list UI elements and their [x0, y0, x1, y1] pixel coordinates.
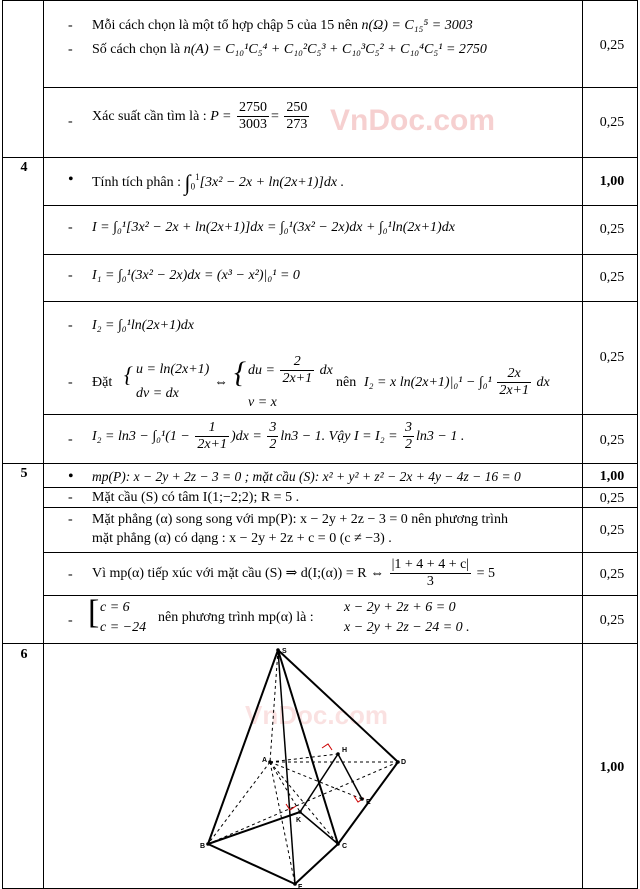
- dash: -: [68, 42, 73, 57]
- vertex-C: C: [342, 843, 348, 850]
- equiv-arrow: ⇔: [214, 375, 228, 390]
- question-number: 4: [20, 160, 28, 175]
- then-word: nên: [336, 375, 357, 390]
- dash: -: [68, 268, 73, 283]
- vertex-B: B: [200, 843, 206, 850]
- dash: -: [68, 613, 73, 628]
- plane-eq-2: x − 2y + 2z − 24 = 0 .: [344, 620, 470, 635]
- score: 1,00: [599, 760, 625, 775]
- score: 0,25: [599, 270, 625, 285]
- dash: -: [68, 18, 73, 33]
- q5-line4-mid: nên phương trình mp(α) là :: [158, 610, 314, 625]
- sys2b: v = x: [248, 395, 277, 410]
- sys1b: dv = dx: [136, 386, 179, 401]
- vertex-H: H: [342, 747, 348, 754]
- q4-substitution-label: Đặt: [92, 375, 113, 390]
- bullet: •: [68, 468, 74, 485]
- plane-eq-1: x − 2y + 2z + 6 = 0: [344, 600, 456, 615]
- vertex-E: E: [366, 799, 371, 806]
- score: 0,25: [599, 38, 625, 53]
- q5-line1: Mặt cầu (S) có tâm I(1;−2;2); R = 5 .: [92, 490, 300, 505]
- score: 0,25: [599, 433, 625, 448]
- score: 0,25: [599, 222, 625, 237]
- vertex-F: F: [298, 884, 303, 889]
- pyramid-figure: [190, 644, 420, 889]
- i2-result: I₂ = x ln(2x+1)|₀¹ − ∫₀¹ $\frac{2x}{2x+1}$ dx: [364, 366, 550, 399]
- score: 0,25: [599, 350, 625, 365]
- brace: {: [234, 356, 246, 389]
- watermark: VnDoc.com: [330, 104, 496, 137]
- watermark-lower: VnDoc.com: [245, 700, 389, 730]
- dash: -: [68, 490, 73, 505]
- score: 0,25: [599, 523, 625, 538]
- score: 1,00: [599, 174, 625, 189]
- question-number: 5: [20, 466, 28, 481]
- score: 0,25: [599, 115, 625, 130]
- vertex-S: S: [282, 648, 287, 655]
- score: 1,00: [599, 469, 625, 484]
- row1-line2: Số cách chọn là n(A) = C₁₀¹C₅⁴ + C₁₀²C₅³ + C₁₀³C₅² + C₁₀⁴C₅¹ = 2750: [92, 42, 487, 57]
- dash: -: [68, 220, 73, 235]
- probability-line: Xác suất cần tìm là : P = $\frac{2750}{3003}$ = $\frac{250}{273}$: [92, 100, 308, 133]
- vertex-A: A: [262, 757, 268, 764]
- q4-line1: I = ∫₀¹[3x² − 2x + ln(2x+1)]dx = ∫₀¹(3x² − 2x)dx + ∫₀¹ln(2x+1)dx: [92, 220, 455, 235]
- q5-intro: mp(P): x − 2y + 2z − 3 = 0 ; mặt cầu (S): x² + y² + z² − 2x + 4y − 4z − 16 = 0: [92, 469, 521, 484]
- bullet: •: [68, 171, 74, 188]
- brace: {: [124, 362, 133, 387]
- q4-line3: I₂ = ∫₀¹ln(2x+1)dx: [92, 318, 194, 333]
- vertex-D: D: [401, 759, 407, 766]
- dash: -: [68, 432, 73, 447]
- q4-intro: Tính tích phân : $\int_0^1[3x^2 - 2x + \ln(2x+1)]dx$ .: [92, 170, 345, 195]
- dash: -: [68, 567, 73, 582]
- question-number: 6: [20, 647, 28, 662]
- q5-line2b: mặt phẳng (α) có dạng : x − 2y + 2z + c = 0 (c ≠ −3) .: [92, 531, 392, 546]
- bracket: [: [88, 594, 100, 631]
- q5-line2a: Mặt phẳng (α) song song với mp(P): x − 2y + 2z − 3 = 0 nên phương trình: [92, 512, 508, 527]
- sys2a: du = $\frac{2}{2x+1}$ dx: [248, 354, 333, 387]
- row1-line1: Mỗi cách chọn là một tổ hợp chập 5 của 15 nên n(Ω) = C₁₅⁵ = 3003: [92, 18, 473, 33]
- q4-line2: I₁ = ∫₀¹(3x² − 2x)dx = (x³ − x²)|₀¹ = 0: [92, 268, 300, 283]
- case-2: c = −24: [100, 620, 147, 635]
- q5-line3: Vì mp(α) tiếp xúc với mặt cầu (S) ⇒ d(I;(α)) = R ⇔ $\frac{|1 + 4 + 4 + c|}{3}$ = 5: [92, 557, 496, 590]
- sys1a: u = ln(2x+1): [136, 362, 210, 377]
- score: 0,25: [599, 491, 625, 506]
- vertex-K: K: [296, 817, 302, 824]
- dash: -: [68, 318, 73, 333]
- dash: -: [68, 114, 73, 129]
- score: 0,25: [599, 567, 625, 582]
- dash: -: [68, 512, 73, 527]
- q4-line5: I₂ = ln3 − ∫₀¹(1 − $\frac{1}{2x+1}$ )dx = $\frac{3}{2}$ ln3 − 1. Vậy I = I₂ = $\frac{3}{2}$ ln3 − 1 .: [92, 420, 465, 453]
- case-1: c = 6: [100, 600, 130, 615]
- score: 0,25: [599, 613, 625, 628]
- dash: -: [68, 375, 73, 390]
